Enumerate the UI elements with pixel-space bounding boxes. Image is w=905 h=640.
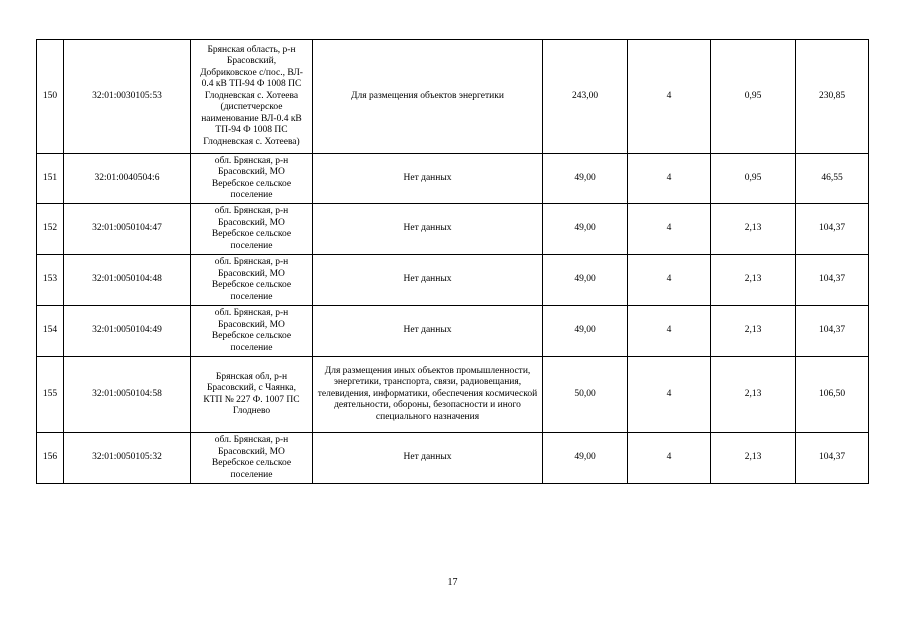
- group-cell: 4: [628, 154, 711, 204]
- address-cell: Брянская обл, р-н Брасовский, с Чаянка, КТП № 227 Ф. 1007 ПС Глоднево: [191, 357, 313, 433]
- rate-cell: 0,95: [711, 154, 796, 204]
- area-cell: 49,00: [543, 433, 628, 484]
- group-cell: 4: [628, 40, 711, 154]
- amount-cell: 104,37: [796, 255, 869, 306]
- land-plots-table: [36, 39, 869, 484]
- document-sheet: [36, 39, 868, 484]
- amount-cell: 46,55: [796, 154, 869, 204]
- amount-cell: 106,50: [796, 357, 869, 433]
- area-cell: 49,00: [543, 154, 628, 204]
- row-number-cell: 152: [37, 204, 64, 255]
- table-row: [37, 154, 869, 204]
- amount-cell: 104,37: [796, 433, 869, 484]
- address-cell: обл. Брянская, р-н Брасовский, МО Веребское сельское поселение: [191, 306, 313, 357]
- page-number: 17: [447, 577, 458, 588]
- address-cell: обл. Брянская, р-н Брасовский, МО Веребское сельское поселение: [191, 154, 313, 204]
- permitted-use-cell: Нет данных: [313, 433, 543, 484]
- cadastral-number-cell: 32:01:0050104:48: [64, 255, 191, 306]
- address-cell: обл. Брянская, р-н Брасовский, МО Веребское сельское поселение: [191, 204, 313, 255]
- row-number-cell: 154: [37, 306, 64, 357]
- group-cell: 4: [628, 204, 711, 255]
- row-number-cell: 151: [37, 154, 64, 204]
- permitted-use-cell: Нет данных: [313, 255, 543, 306]
- area-cell: 50,00: [543, 357, 628, 433]
- cadastral-number-cell: 32:01:0050105:32: [64, 433, 191, 484]
- table-row: [37, 255, 869, 306]
- table-row: [37, 357, 869, 433]
- row-number-cell: 153: [37, 255, 64, 306]
- group-cell: 4: [628, 357, 711, 433]
- address-cell: Брянская область, р-н Брасовский, Добриковское с/пос., ВЛ- 0.4 кВ ТП-94 Ф 1008 ПС Глодневская с. Хотеева (диспетчерское наименование ВЛ-0.4 кВ ТП-94 Ф 1008 ПС Глодневская с. Хотеева): [191, 40, 313, 154]
- table-row: [37, 40, 869, 154]
- area-cell: 49,00: [543, 204, 628, 255]
- rate-cell: 2,13: [711, 357, 796, 433]
- address-cell: обл. Брянская, р-н Брасовский, МО Веребское сельское поселение: [191, 433, 313, 484]
- cadastral-number-cell: 32:01:0030105:53: [64, 40, 191, 154]
- permitted-use-cell: Нет данных: [313, 154, 543, 204]
- row-number-cell: 150: [37, 40, 64, 154]
- area-cell: 49,00: [543, 306, 628, 357]
- permitted-use-cell: Нет данных: [313, 204, 543, 255]
- address-cell: обл. Брянская, р-н Брасовский, МО Веребское сельское поселение: [191, 255, 313, 306]
- cadastral-number-cell: 32:01:0050104:58: [64, 357, 191, 433]
- rate-cell: 2,13: [711, 433, 796, 484]
- rate-cell: 2,13: [711, 204, 796, 255]
- permitted-use-cell: Для размещения иных объектов промышленности, энергетики, транспорта, связи, радиовещания, телевидения, информатики, обеспечения космической деятельности, обороны, безопасности и иного специального назначения: [313, 357, 543, 433]
- area-cell: 49,00: [543, 255, 628, 306]
- table-row: [37, 433, 869, 484]
- table-row: [37, 306, 869, 357]
- rate-cell: 2,13: [711, 255, 796, 306]
- permitted-use-cell: Нет данных: [313, 306, 543, 357]
- rate-cell: 2,13: [711, 306, 796, 357]
- amount-cell: 230,85: [796, 40, 869, 154]
- cadastral-number-cell: 32:01:0050104:47: [64, 204, 191, 255]
- group-cell: 4: [628, 306, 711, 357]
- table-row: [37, 204, 869, 255]
- rate-cell: 0,95: [711, 40, 796, 154]
- amount-cell: 104,37: [796, 306, 869, 357]
- group-cell: 4: [628, 255, 711, 306]
- row-number-cell: 156: [37, 433, 64, 484]
- group-cell: 4: [628, 433, 711, 484]
- amount-cell: 104,37: [796, 204, 869, 255]
- permitted-use-cell: Для размещения объектов энергетики: [313, 40, 543, 154]
- area-cell: 243,00: [543, 40, 628, 154]
- cadastral-number-cell: 32:01:0050104:49: [64, 306, 191, 357]
- cadastral-number-cell: 32:01:0040504:6: [64, 154, 191, 204]
- row-number-cell: 155: [37, 357, 64, 433]
